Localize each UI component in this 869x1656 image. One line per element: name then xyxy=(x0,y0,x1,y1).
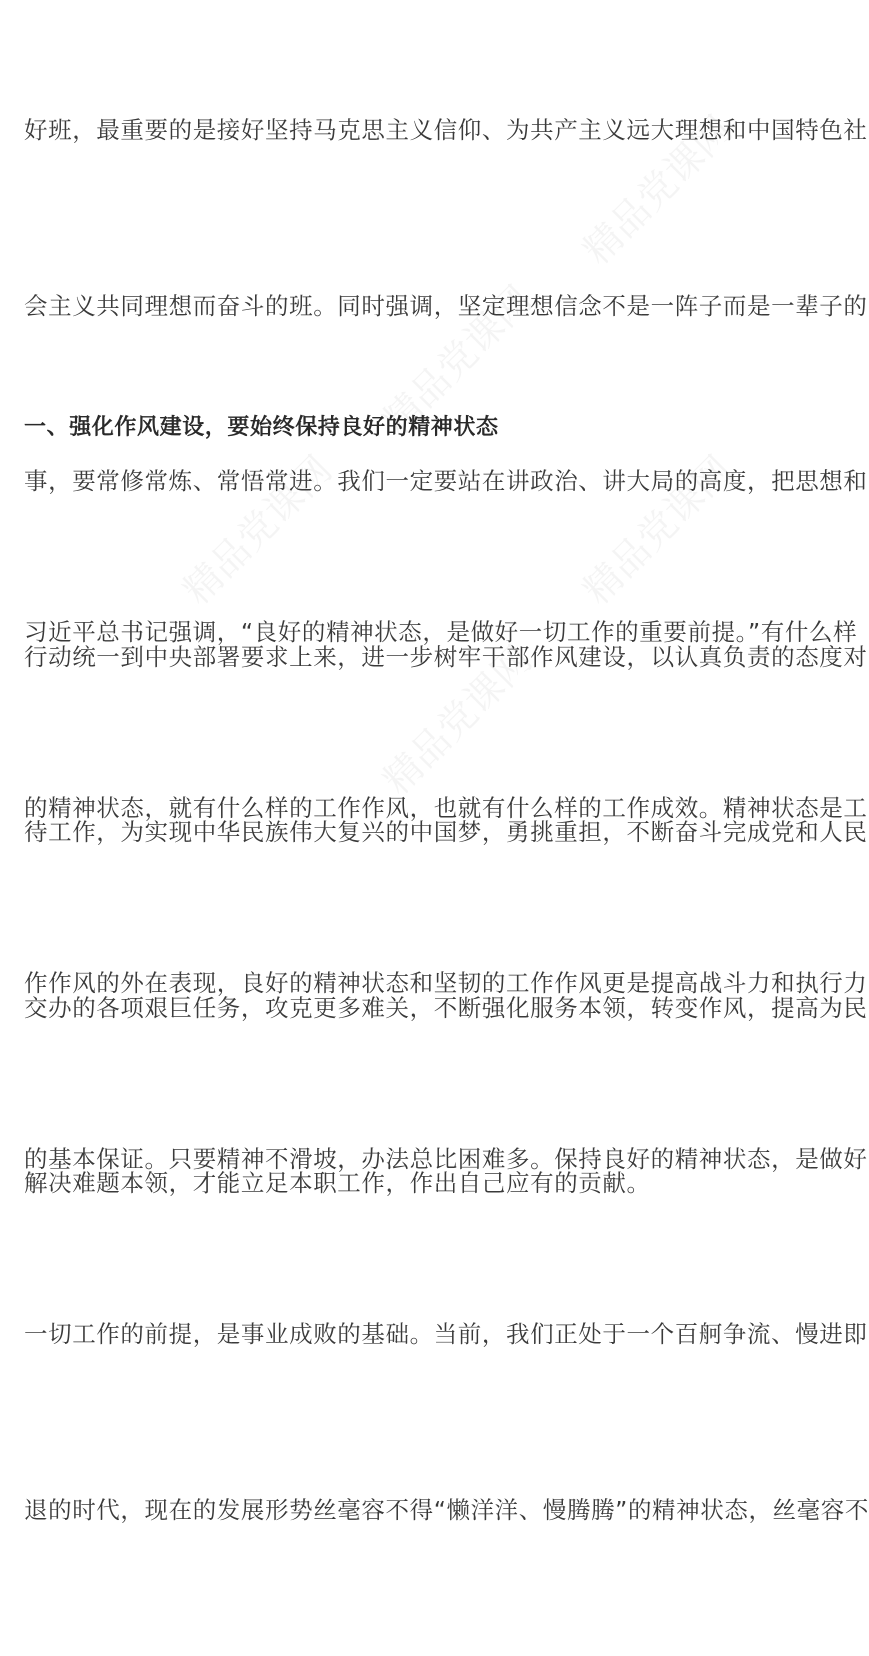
paragraph-line: 事，要常修常炼、常悟常进。我们一定要站在讲政治、讲大局的高度，把思想和 xyxy=(24,467,868,495)
paragraph-line: 的基本保证。只要精神不滑坡，办法总比困难多。保持良好的精神状态，是做好 xyxy=(24,1144,868,1173)
paragraph-line: 交办的各项艰巨任务，攻克更多难关，不断强化服务本领，转变作风，提高为民 xyxy=(24,993,868,1022)
paragraph-line: 解决难题本领，才能立足本职工作，作出自己应有的贡献。 xyxy=(24,1169,651,1197)
paragraph-line: 会主义共同理想而奋斗的班。同时强调，坚定理想信念不是一阵子而是一辈子的 xyxy=(24,291,868,320)
paragraph-line: 习近平总书记强调，“良好的精神状态，是做好一切工作的重要前提。”有什么样 xyxy=(24,618,858,646)
body-paragraph-2 xyxy=(24,486,869,1656)
paragraph-line: 作作风的外在表现，良好的精神状态和坚韧的工作作风更是提高战斗力和执行力 xyxy=(24,969,868,997)
section-heading: 一、强化作风建设，要始终保持良好的精神状态 xyxy=(24,415,499,440)
watermark: 精品党课网 xyxy=(374,637,541,803)
paragraph-line: 行动统一到中央部署要求上来，进一步树牢干部作风建设，以认真负责的态度对 xyxy=(24,642,868,671)
paragraph-line: 一切工作的前提，是事业成败的基础。当前，我们正处于一个百舸争流、慢进即 xyxy=(24,1320,868,1348)
paragraph-line: 退的时代，现在的发展形势丝毫容不得“懒洋洋、慢腾腾”的精神状态，丝毫容不 xyxy=(24,1495,869,1524)
watermark: 精品党课网 xyxy=(574,107,741,273)
watermark: 精品党课网 xyxy=(174,447,341,613)
paragraph-line: 好班，最重要的是接好坚持马克思主义信仰、为共产主义远大理想和中国特色社 xyxy=(24,116,868,144)
paragraph-line: 待工作，为实现中华民族伟大复兴的中国梦，勇挑重担，不断奋斗完成党和人民 xyxy=(24,818,868,846)
watermark: 精品党课网 xyxy=(374,277,541,443)
paragraph-line: 的精神状态，就有什么样的工作作风，也就有什么样的工作成效。精神状态是工 xyxy=(24,793,868,822)
watermark: 精品党课网 xyxy=(574,447,741,613)
